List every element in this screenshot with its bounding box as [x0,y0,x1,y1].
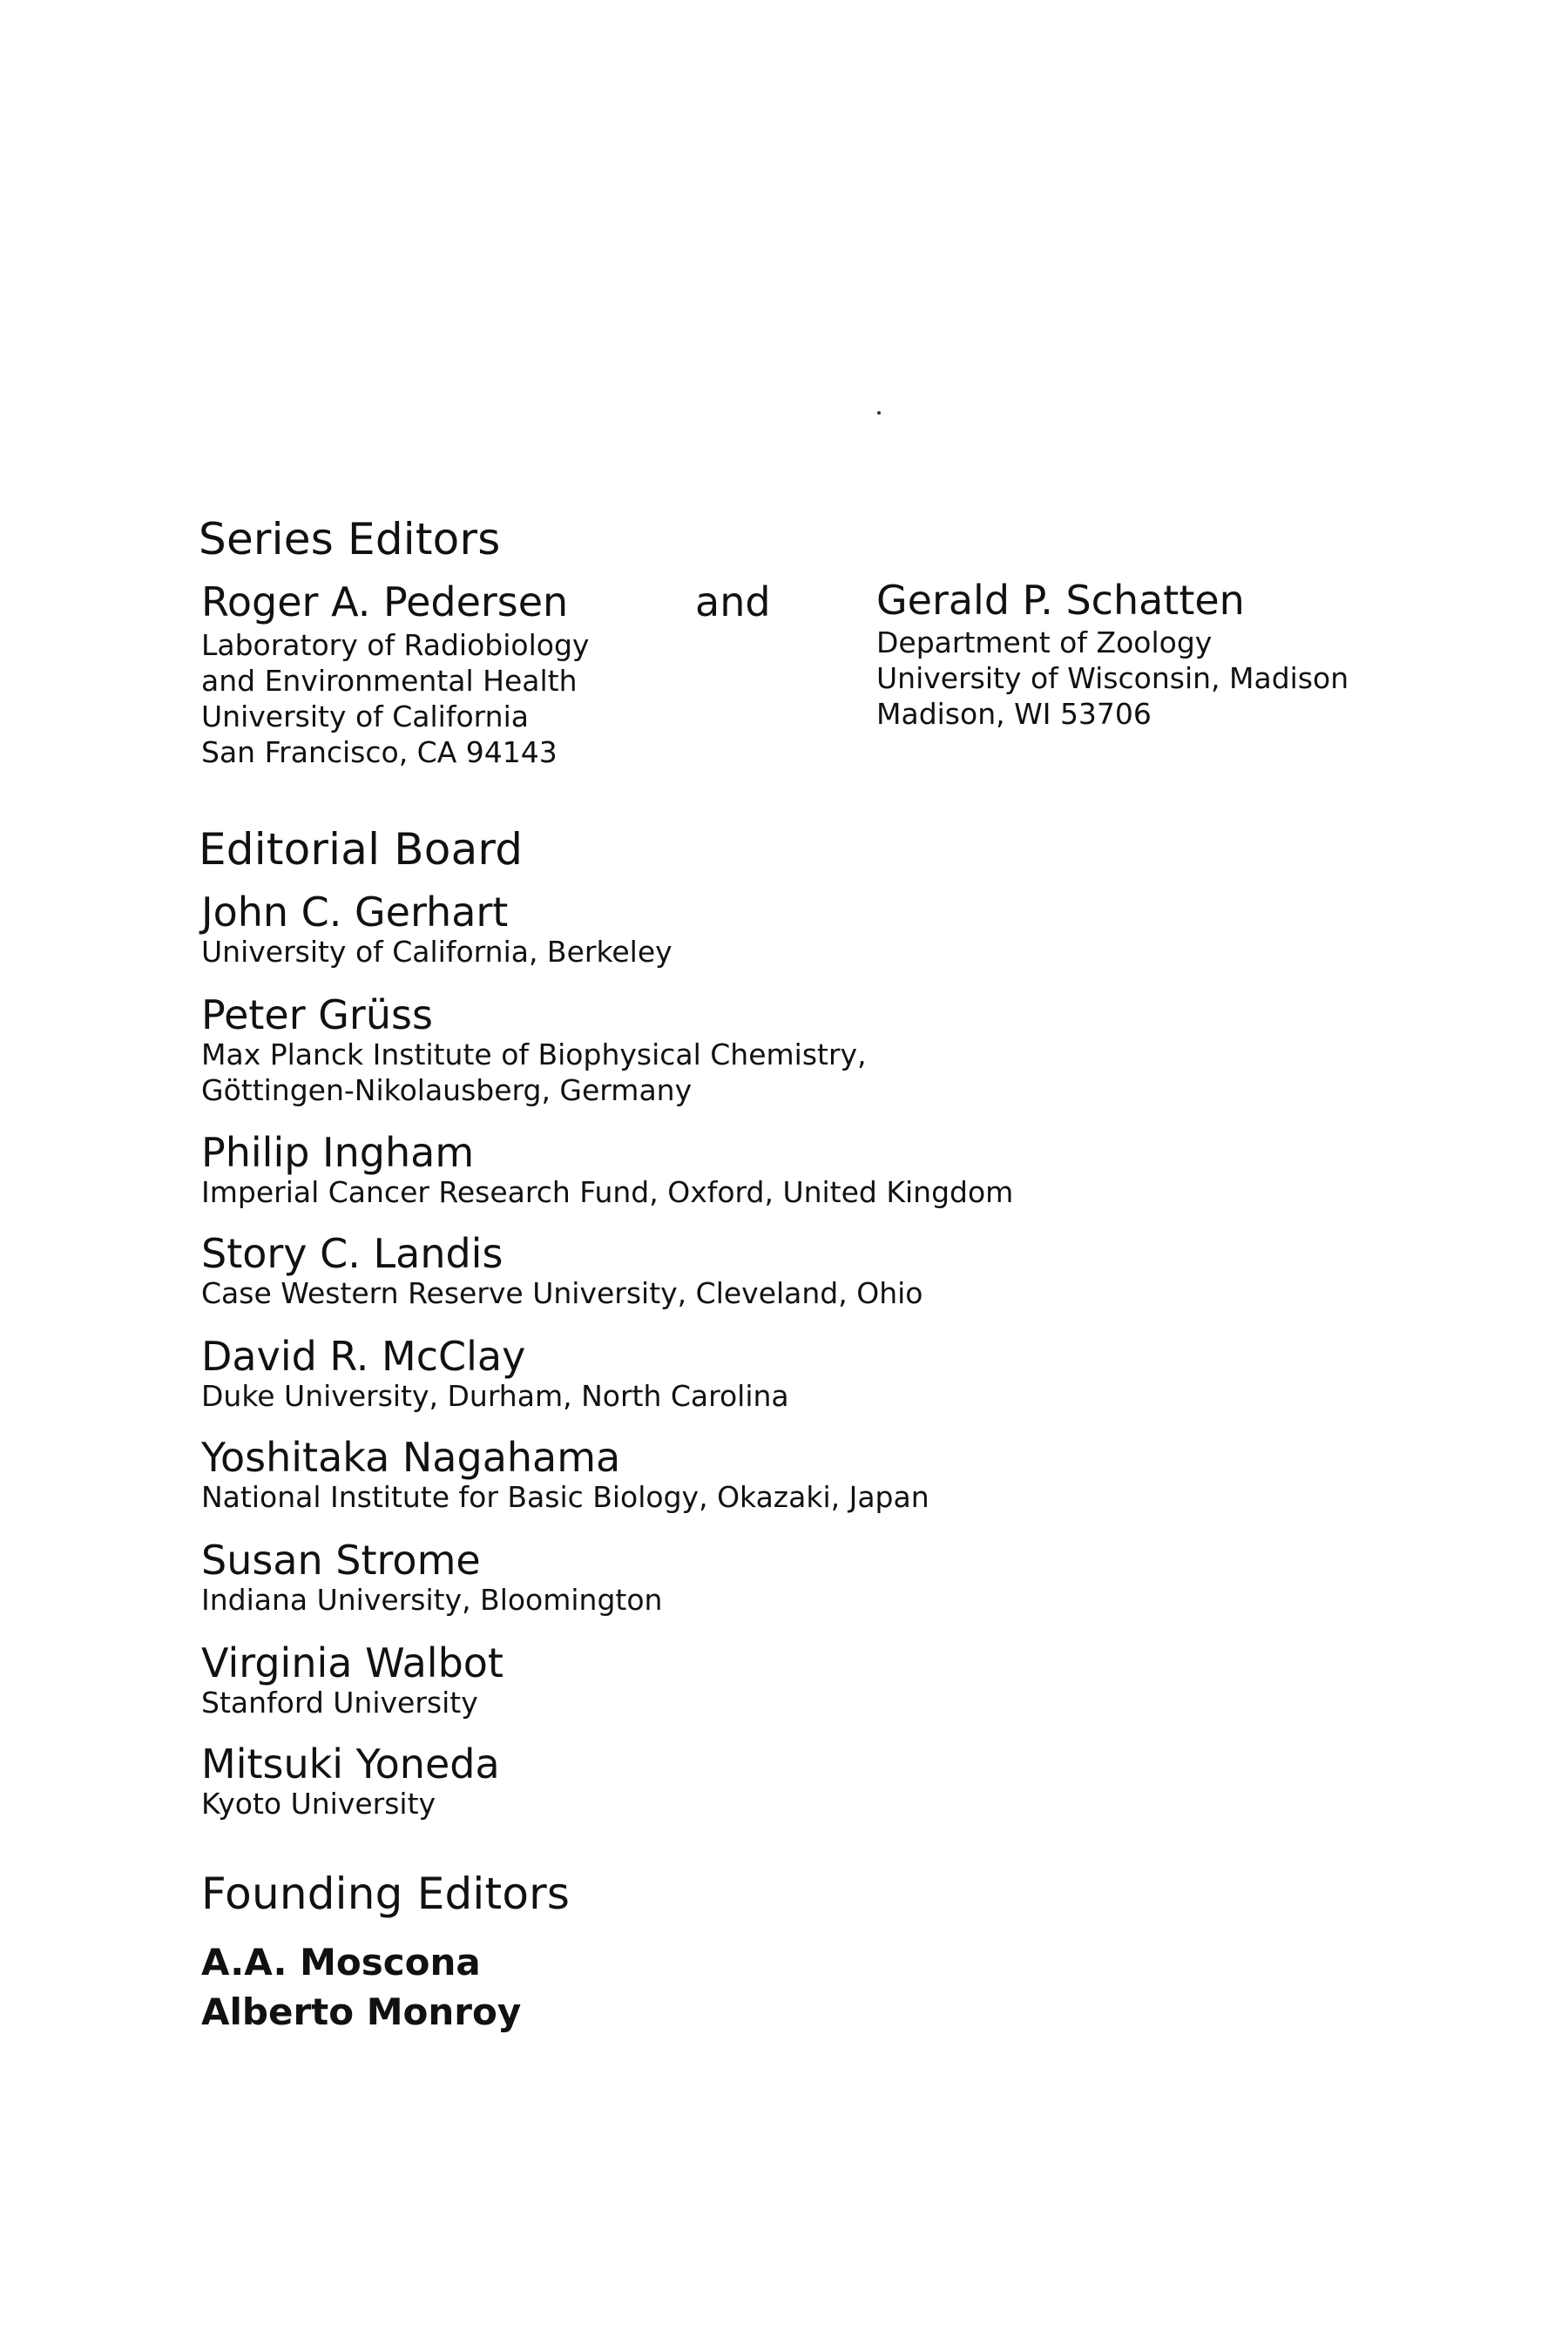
board-member [201,1742,500,1821]
board-member [201,1641,504,1720]
board-member [201,890,672,970]
board-member-name: David R. McClay [201,1333,526,1380]
board-member-name: Virginia Walbot [201,1639,504,1686]
affiliation-line: San Francisco, CA 94143 [201,735,558,769]
series-editor-right-name: Gerald P. Schatten [876,577,1245,624]
board-member-name: Philip Ingham [201,1129,475,1176]
board-member [201,1131,1013,1210]
board-member-affiliation: University of California, Berkeley [201,935,672,969]
founding-editor-name: A.A. Moscona [201,1941,481,1984]
series-editor-left-affiliation [201,627,589,770]
board-member [201,1436,929,1515]
board-member-name: Mitsuki Yoneda [201,1740,500,1788]
series-editor-right-affiliation [876,625,1348,732]
affiliation-line: University of Wisconsin, Madison [876,661,1349,695]
board-member-name: Yoshitaka Nagahama [201,1434,621,1481]
board-member-affiliation: Kyoto University [201,1787,436,1821]
board-member-affiliation: National Institute for Basic Biology, Okazaki, Japan [201,1480,929,1514]
editorial-board-heading: Editorial Board [199,824,524,875]
series-editors-connector: and [695,578,771,625]
board-member-affiliation: Case Western Reserve University, Cleveland, Ohio [201,1276,923,1310]
affiliation-line: University of California [201,700,529,733]
founding-editor-name: Alberto Monroy [201,1990,522,2033]
stray-mark [877,411,881,415]
board-member [201,1538,662,1618]
affiliation-line: Department of Zoology [876,625,1213,659]
board-member-affiliation: Göttingen-Nikolausberg, Germany [201,1073,693,1107]
board-member-name: John C. Gerhart [201,889,509,936]
board-member [201,1232,923,1311]
board-member-affiliation: Duke University, Durham, North Carolina [201,1379,789,1413]
board-member-affiliation: Indiana University, Bloomington [201,1583,663,1617]
board-member-name: Susan Strome [201,1537,481,1584]
series-editor-left-name: Roger A. Pedersen [201,578,569,625]
series-editors-heading: Series Editors [199,514,501,564]
board-member-affiliation: Stanford University [201,1686,478,1720]
founding-editors-heading: Founding Editors [201,1869,571,1919]
affiliation-line: and Environmental Health [201,664,578,698]
affiliation-line: Laboratory of Radiobiology [201,628,590,662]
board-member-affiliation: Imperial Cancer Research Fund, Oxford, United Kingdom [201,1175,1014,1209]
board-member [201,1335,789,1414]
board-member-name: Story C. Landis [201,1230,504,1277]
board-member-name: Peter Grüss [201,991,433,1038]
affiliation-line: Madison, WI 53706 [876,697,1152,731]
board-member-affiliation: Max Planck Institute of Biophysical Chemistry, [201,1037,867,1071]
board-member [201,993,867,1108]
